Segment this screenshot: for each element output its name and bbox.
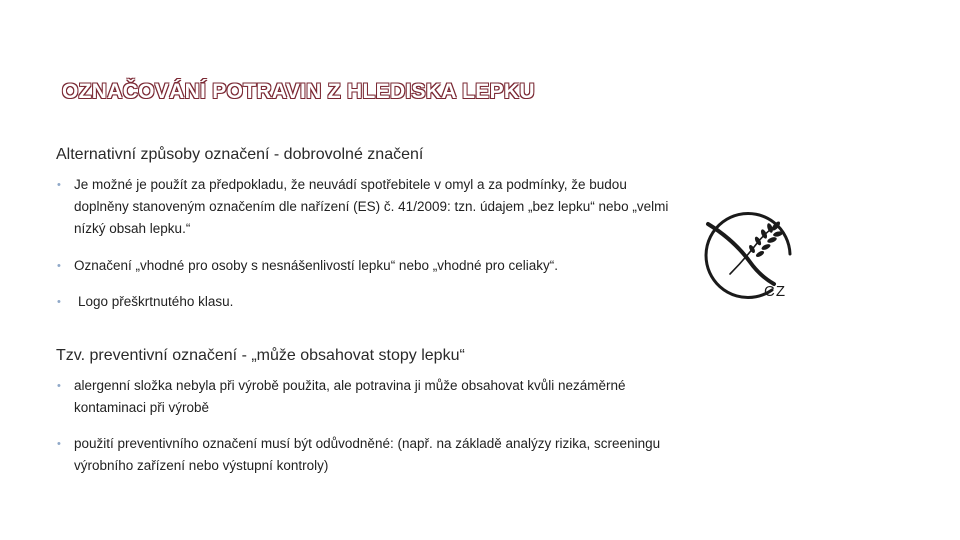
bullet-dot: •	[57, 179, 61, 191]
bullet-text: Je možné je použít za předpokladu, že neuvádí spotřebitele v omyl a za podmínky, že budou doplněny stanoveným označením dle nařízení (ES) č. 41/2009: tzn. údajem „bez lepku“ nebo „velmi nízký obsah lepku.“	[74, 177, 669, 236]
bullet-item	[57, 433, 684, 477]
crossed-grain-icon	[694, 210, 804, 300]
bullet-dot: •	[57, 260, 61, 272]
bullet-item	[57, 255, 684, 277]
bullet-text: alergenní složka nebyla při výrobě použita, ale potravina ji může obsahovat kvůli nezáměrné kontaminaci při výrobě	[74, 378, 626, 415]
section-heading-voluntary: Alternativní způsoby označení - dobrovolné značení	[56, 146, 424, 163]
section-heading-preventive: Tzv. preventivní označení - „může obsahovat stopy lepku“	[56, 347, 465, 364]
bullet-dot: •	[57, 380, 61, 392]
bullet-dot: •	[57, 296, 61, 308]
bullet-text: Označení „vhodné pro osoby s nesnášenlivostí lepku“ nebo „vhodné pro celiaky“.	[74, 258, 559, 273]
slide-title: OZNAČOVÁNÍ POTRAVIN Z HLEDISKA LEPKU	[62, 80, 535, 103]
bullet-item	[57, 291, 678, 313]
bullet-item	[57, 375, 674, 419]
bullet-dot: •	[57, 438, 61, 450]
logo-text: CZ	[764, 283, 786, 300]
bullet-text: Logo přeškrtnutého klasu.	[78, 294, 234, 309]
bullet-text: použití preventivního označení musí být odůvodněné: (např. na základě analýzy rizika, screeningu výrobního zařízení nebo výstupní kontroly)	[74, 436, 661, 473]
bullet-item	[57, 174, 684, 240]
